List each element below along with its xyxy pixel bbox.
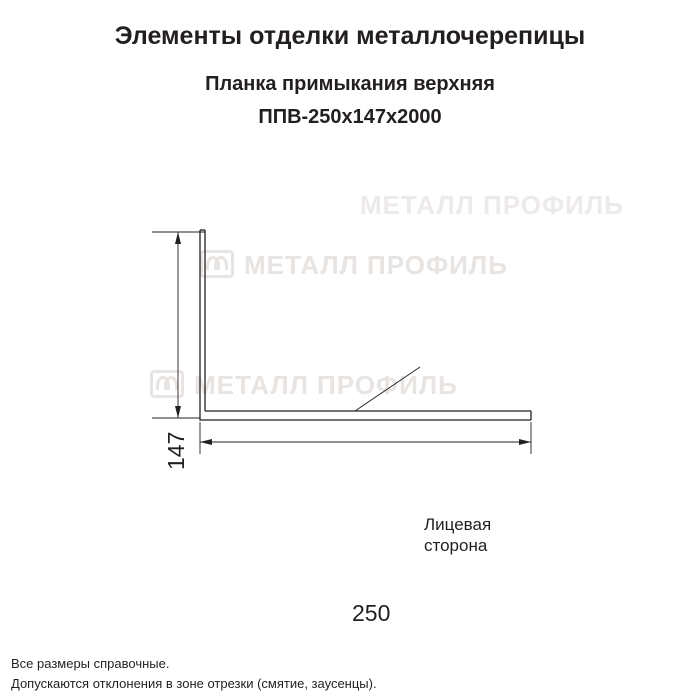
face-side-label bbox=[424, 514, 491, 557]
profile-bottom-edge bbox=[200, 414, 531, 420]
watermark-text: МЕТАЛЛ ПРОФИЛЬ bbox=[244, 250, 508, 280]
technical-drawing bbox=[0, 170, 700, 626]
footer-notes bbox=[11, 654, 377, 693]
page-title: Элементы отделки металлочерепицы bbox=[114, 22, 586, 50]
dimension-label-147: 147 bbox=[163, 431, 189, 470]
watermark-text: МЕТАЛЛ ПРОФИЛЬ bbox=[360, 190, 624, 220]
leader-line-face-side bbox=[355, 367, 420, 411]
drawing-svg bbox=[0, 170, 700, 590]
header-block bbox=[0, 0, 700, 129]
watermark-text: МЕТАЛЛ ПРОФИЛЬ bbox=[194, 370, 458, 400]
footer-line-1: Все размеры справочные. bbox=[11, 656, 170, 671]
footer-line-2: Допускаются отклонения в зоне отрезки (смятие, заусенцы). bbox=[11, 675, 377, 691]
face-side-line-2: сторона bbox=[424, 536, 488, 556]
product-code: ППВ-250х147х2000 bbox=[258, 105, 442, 128]
face-side-line-1: Лицевая bbox=[424, 515, 492, 534]
dimension-label-250: 250 bbox=[352, 600, 391, 626]
product-name: Планка примыкания верхняя bbox=[205, 72, 495, 95]
